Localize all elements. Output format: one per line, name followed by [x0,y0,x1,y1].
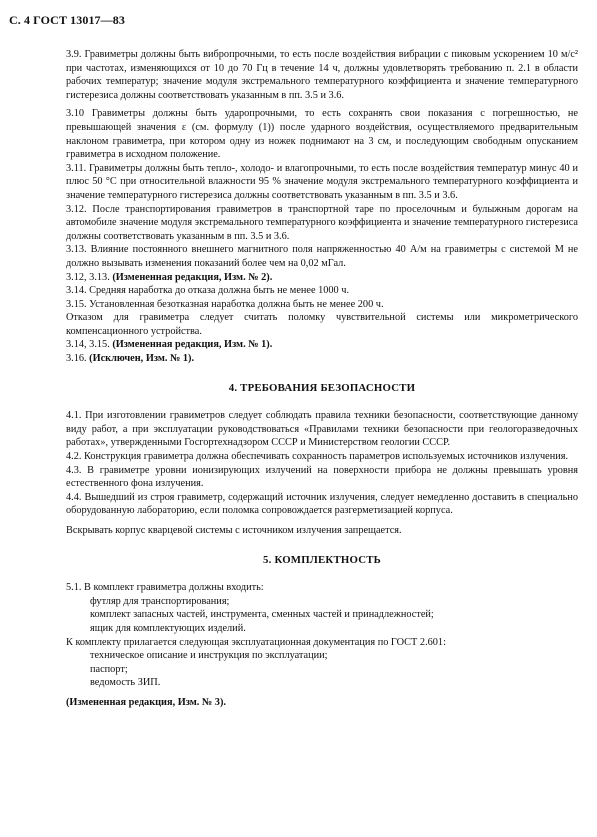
amendment-note-2 [66,338,578,352]
paragraph-3-11: 3.11. Гравиметры должны быть тепло-, холодо- и влагопрочными, то есть после воздействия температур минус 40 и плюс 50 °С при относительной влажности 95 % значение модуля экстремального температурного коэффициента и значение температурного гистерезиса должны соответствовать указанным в пп. 3.5 и 3.6. [66,162,578,201]
amendment-ref: 3.14, 3.15. [66,339,113,351]
list-item: ящик для комплектующих изделий. [90,622,246,634]
paragraph-5-1: 5.1. В комплект гравиметра должны входить: [66,582,264,594]
amendment-ref: 3.16. [66,353,90,365]
paragraph-3-15: 3.15. Установленная безотказная наработка должна быть не менее 200 ч. [66,298,384,310]
paragraph-4-2: 4.2. Конструкция гравиметра должна обеспечивать сохранность параметров используемых источников излучения. [66,451,569,463]
section-5-title: 5. КОМПЛЕКТНОСТЬ [263,553,381,566]
paragraph-4-4: 4.4. Вышедший из строя гравиметр, содержащий источник излучения, следует немедленно доставить в специально оборудованную лабораторию, если поломка сопровождается разгерметизацией корпуса. [66,491,578,517]
amendment-text: (Измененная редакция, Изм. № 1). [112,339,273,351]
docs-list [66,649,578,690]
amendment-note-1 [66,271,578,285]
section-4-title: 4. ТРЕБОВАНИЯ БЕЗОПАСНОСТИ [228,381,416,394]
paragraph-3-12: 3.12. После транспортирования гравиметров в транспортной таре по проселочным и булыжным дорогам на автомобиле значение модуля экстремального температурного коэффициента и значение температурного гистерезиса должны соответствовать указанным в пп. 3.5 и 3.6. [66,203,578,242]
list-item: техническое описание и инструкция по эксплуатации; [90,650,328,662]
list-item: комплект запасных частей, инструмента, сменных частей и принадлежностей; [90,609,434,621]
list-item: футляр для транспортирования; [90,595,230,607]
amendment-text: (Исключен, Изм. № 1). [89,353,195,365]
document-body [66,48,578,710]
page-header: С. 4 ГОСТ 13017—83 [9,13,125,27]
list-item: паспорт; [90,663,128,675]
paragraph-3-10: 3.10 Гравиметры должны быть ударопрочными, то есть сохранять свои показания с погрешностью, не превышающей значения ε (см. формулу (1)) после ударного воздействия, осуществляемого предварительным наклоном гравиметра, при котором одну из ножек поднимают на 3 см, и последующим свободным опусканием гравиметра в исходном положение. [66,108,578,161]
paragraph-3-14: 3.14. Средняя наработка до отказа должна быть не менее 1000 ч. [66,285,350,297]
paragraph-failure-definition: Отказом для гравиметра следует считать поломку чувствительной системы или микрометрического компенсационного устройства. [66,312,578,337]
paragraph-4-3: 4.3. В гравиметре уровни ионизирующих излучений на поверхности прибора не должны превышать уровня естественного фона излучения. [66,464,578,490]
paragraph-3-9: 3.9. Гравиметры должны быть вибропрочными, то есть после воздействия вибрации с пиковым ускорением 10 м/с² при частотах, изменяющихся от 10 до 70 Гц в течение 14 ч, должны удовлетворять требованию п. 2.1 в области рабочих температур; значение модуля экстремального температурного коэффициента и значение температурного гистерезиса должны соответствовать указанным в пп. 3.5 и 3.6. [66,49,578,101]
kit-list [66,595,578,636]
amendment-note-4: (Измененная редакция, Изм. № 3). [66,696,226,708]
paragraph-prohibition: Вскрывать корпус кварцевой системы с источником излучения запрещается. [66,525,402,536]
paragraph-4-1: 4.1. При изготовлении гравиметров следует соблюдать правила техники безопасности, соответствующие данному виду работ, а при эксплуатации руководствоваться «Правилами техники безопасности при геологоразведочных работах», утвержденными Госгортехнадзором СССР и Министерством геологии СССР. [66,410,578,449]
paragraph-docs: К комплекту прилагается следующая эксплуатационная документация по ГОСТ 2.601: [66,636,446,648]
paragraph-3-13: 3.13. Влияние постоянного внешнего магнитного поля напряженностью 40 А/м на гравиметры с системой М не должно вызывать изменения показаний более чем на 0,02 мГал. [66,244,578,269]
amendment-text: (Измененная редакция, Изм. № 2). [112,271,273,283]
amendment-note-3 [66,352,578,366]
list-item: ведомость ЗИП. [90,677,161,689]
amendment-ref: 3.12, 3.13. [66,271,113,283]
